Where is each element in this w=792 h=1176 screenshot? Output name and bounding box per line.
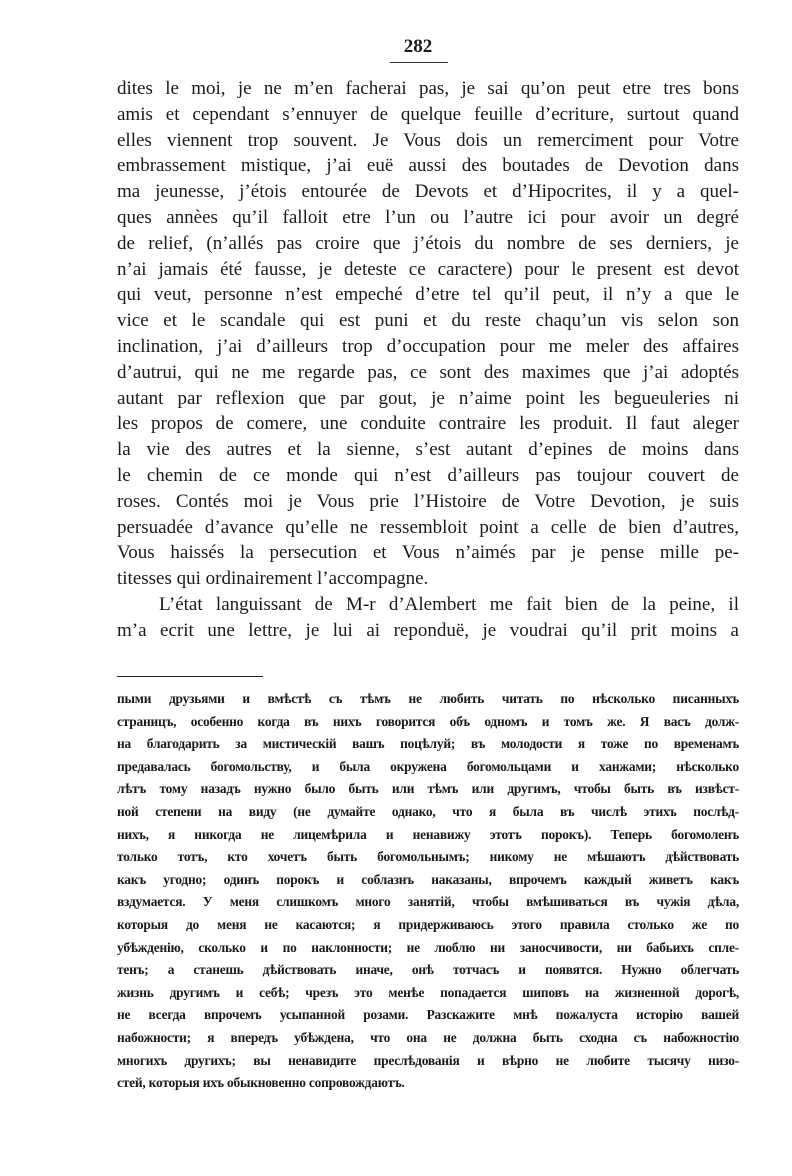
main-text-line: vice et le scandale qui est puni et du reste chaqu’un vis selon son [117,310,739,332]
footnote-line: которыя до меня не касаются; я придерживаюсь этого правила столько же по [117,916,739,932]
main-text-line: le chemin de ce monde qui n’est d’ailleurs pas toujour couvert de [117,464,739,486]
main-text-line: persuadée d’avance qu’elle ne ressembloit point a celle de bien d’autres, [117,516,739,538]
footnote-rule [117,676,263,677]
footnote-line: ной степени на виду (не думайте однако, что я была въ числѣ этихъ послѣд- [117,803,739,819]
main-text-line: de relief, (n’allés pas croire que j’étois du nombre de ses derniers, je [117,232,739,254]
main-text-line: Vous haissés la persecution et Vous n’aimés par je pense mille pe- [117,542,739,564]
main-text-line: qui veut, personne n’est empeché d’etre tel qu’il peut, il n’y a que le [117,284,739,306]
main-text-line: amis et cependant s’ennuyer de quelque feuille d’ecriture, surtout quand [117,103,739,125]
footnote-line: пыми друзьями и вмѣстѣ съ тѣмъ не любить читать по нѣсколько писанныхъ [117,691,739,706]
main-text-line: ques annèes qu’il falloit etre l’un ou l’autre ici pour avoir un degré [117,206,739,228]
footnote-line: тенъ; а станешь дѣйствовать иначе, онѣ тотчасъ и появятся. Нужно облегчать [117,962,739,978]
footnote-line: набожности; я впередъ убѣждена, что она не должна быть сходна съ набожностію [117,1029,739,1045]
footnote-line: лѣтъ тому назадъ нужно было быть или тѣмъ или другимъ, чтобы быть въ извѣст- [117,781,739,797]
footnote-line: многихъ другихъ; вы ненавидите преслѣдованія и вѣрно не любите тысячу низо- [117,1052,739,1068]
main-text-line: titesses qui ordinairement l’accompagne. [117,568,429,590]
main-text-line: m’a ecrit une lettre, je lui ai reponduë, je voudrai qu’il prit moins a [117,619,739,641]
footnote-line: на благодарить за мистическій вашъ поцѣлуй; въ молодости я тоже по временамъ [117,736,739,752]
footnote-text [117,688,739,1095]
footnote-line: только тотъ, кто хочетъ быть богомольнымъ; никому не мѣшаютъ дѣйствовать [117,849,739,865]
main-text-line: inclination, j’ai d’ailleurs trop d’occupation pour me meler des affaires [117,335,739,357]
main-text-line: elles viennent trop souvent. Je Vous dois un remerciment pour Votre [117,129,739,151]
footnote-line: нихъ, я никогда не лицемѣрила и ненавижу этотъ порокъ). Теперь богомоленъ [117,826,739,842]
page-number: 282 [403,36,433,57]
main-text [117,76,739,644]
main-text-line: ma jeunesse, j’étois entourée de Devots et d’Hipocrites, il y a quel- [117,181,739,203]
main-text-line: embrassement mistique, j’ai euë aussi des boutades de Devotion dans [117,155,739,177]
footnote-line: убѣжденію, сколько и по наклонности; не люблю ни заносчивости, ни бабьихъ спле- [117,939,739,955]
footnote-line: предавалась богомольству, и была окружена богомольцами и ханжами; нѣсколько [117,758,739,774]
footnote-line: страницъ, особенно когда въ нихъ говорится объ одномъ и томъ же. Я васъ долж- [117,713,739,729]
main-text-line: autant par reflexion que par gout, je n’aime point les begueuleries ni [117,387,739,409]
main-text-line: les propos de comere, une conduite contraire les produit. Il faut aleger [117,413,739,435]
footnote-line: не всегда впрочемъ усыпанной розами. Разскажите мнѣ пожалуста исторію вашей [117,1007,739,1023]
main-text-line: roses. Contés moi je Vous prie l’Histoire de Votre Devotion, je suis [117,490,739,512]
footnote-line: жизнь другимъ и себѣ; чрезъ это менѣе попадается шиповъ на жизненной дорогѣ, [117,984,739,1000]
main-text-line: n’ai jamais été fausse, je deteste ce caractere) pour le present est devot [117,258,739,280]
footnote-line: вздумается. У меня слишкомъ много занятій, чтобы вмѣшиваться въ чужія дѣла, [117,894,739,910]
main-text-line: d’autrui, qui ne me regarde pas, ce sont des maximes que j’ai adoptés [117,361,739,383]
page-number-rule [390,62,448,63]
main-text-line: dites le moi, je ne m’en facherai pas, je sai qu’on peut etre tres bons [117,78,739,99]
main-text-line: L’état languissant de M-r d’Alembert me fait bien de la peine, il [159,593,739,615]
main-text-line: la vie des autres et la sienne, s’est autant d’epines de moins dans [117,439,739,461]
footnote-line: какъ угодно; одинъ порокъ и соблазнъ наказаны, впрочемъ каждый живетъ какъ [117,871,739,887]
footnote-line: стей, которыя ихъ обыкновенно сопровождаютъ. [117,1075,405,1091]
